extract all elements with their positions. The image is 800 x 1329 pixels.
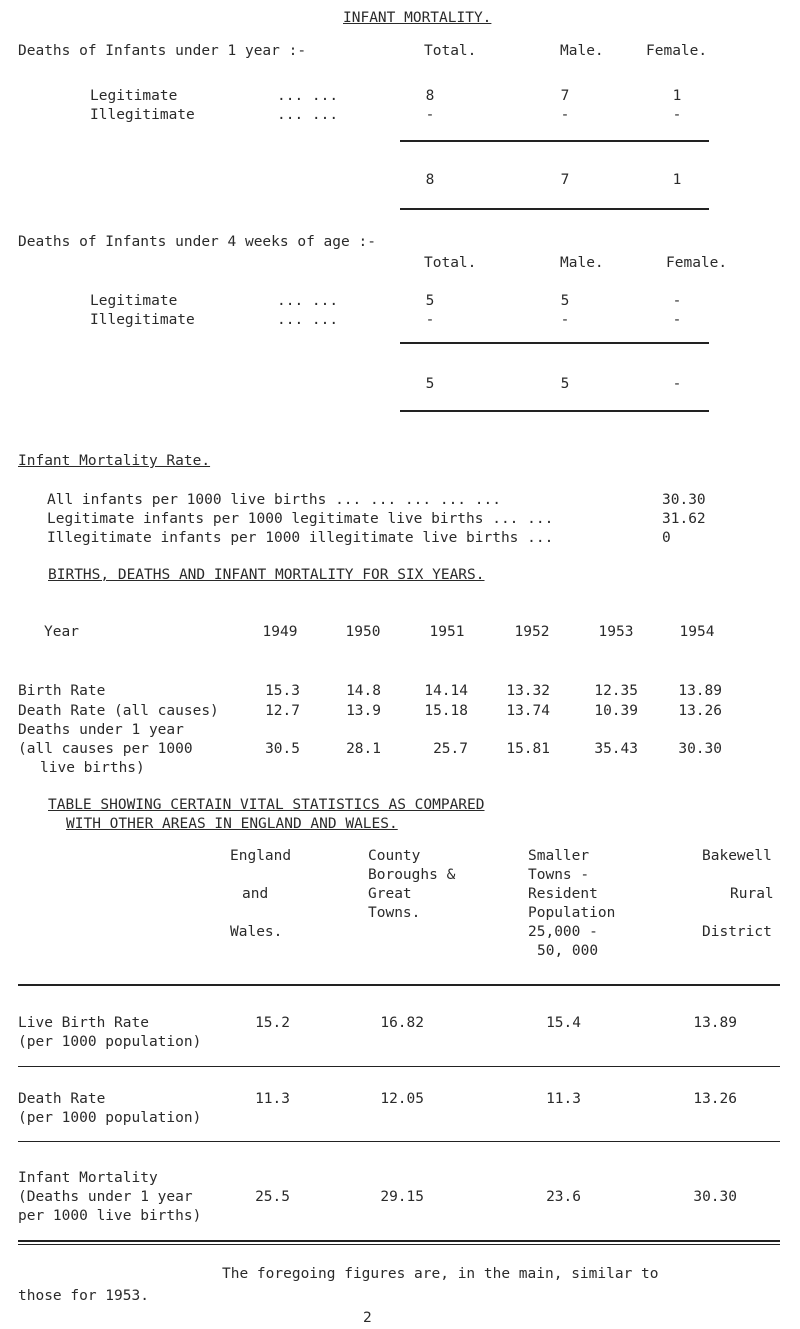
six-years-cell: 13.26 [678,703,722,719]
comparison-row-label: per 1000 live births) [18,1208,202,1224]
comparison-col-header: Population [528,905,616,921]
comparison-col-header: Towns - [528,867,590,883]
under1-row-male: - [560,107,570,123]
six-years-cell: 28.1 [346,741,381,757]
comparison-col-header: Bakewell [702,848,772,864]
six-years-col-year: 1952 [514,624,550,640]
under4w-row-label: Legitimate [90,293,178,309]
six-years-cell: 12.35 [594,683,638,699]
under4w-row-female: - [672,312,682,328]
under4w-row-total: 5 [425,293,435,309]
under1-row-total: 8 [425,88,435,104]
under4w-row-dots: ... ... [277,293,339,309]
comparison-rule [18,984,780,986]
comparison-cell: 16.82 [380,1015,424,1031]
comparison-cell: 12.05 [380,1091,424,1107]
footer-text: The foregoing figures are, in the main, similar to [222,1266,659,1282]
six-years-cell: 14.14 [424,683,468,699]
under1-col-male: Male. [560,43,604,59]
six-years-cell: 15.81 [506,741,550,757]
six-years-cell: 14.8 [346,683,381,699]
under1-rule-bottom [400,208,709,210]
under4w-rule-bottom [400,410,709,412]
under1-col-total: Total. [424,43,477,59]
under1-row-male: 7 [560,88,570,104]
comparison-rule [18,1244,780,1245]
under4w-row-total: - [425,312,435,328]
under1-col-female: Female. [646,43,708,59]
six-years-cell: 13.9 [346,703,381,719]
under4w-row-label: Illegitimate [90,312,195,328]
under4w-total-total: 5 [425,376,435,392]
six-years-cell: 13.89 [678,683,722,699]
comparison-heading: WITH OTHER AREAS IN ENGLAND AND WALES. [66,816,398,832]
under4w-total-male: 5 [560,376,570,392]
comparison-col-header: Resident [528,886,598,902]
six-years-heading: BIRTHS, DEATHS AND INFANT MORTALITY FOR SIX YEARS. [48,567,485,583]
under1-row-female: 1 [672,88,682,104]
comparison-col-header: Wales. [230,924,283,940]
under1-row-female: - [672,107,682,123]
under4w-heading: Deaths of Infants under 4 weeks of age :- [18,234,376,250]
comparison-rule [18,1066,780,1067]
comparison-cell: 11.3 [546,1091,581,1107]
under4w-rule-top [400,342,709,344]
comparison-cell: 13.26 [693,1091,737,1107]
six-years-col-year: 1950 [345,624,381,640]
six-years-col-year: 1954 [679,624,715,640]
under4w-col-female: Female. [666,255,728,271]
comparison-col-header: Great [368,886,412,902]
comparison-col-header: Rural [730,886,774,902]
imr-line-value: 31.62 [662,511,706,527]
comparison-col-header: Boroughs & [368,867,456,883]
comparison-col-header: County [368,848,421,864]
imr-line-text: Illegitimate infants per 1000 illegitimate live births ... [47,530,554,546]
comparison-row-label: Death Rate [18,1091,106,1107]
comparison-row-label: (per 1000 population) [18,1110,202,1126]
six-years-cell: 15.3 [265,683,300,699]
comparison-col-header: Towns. [368,905,421,921]
footer-text: those for 1953. [18,1288,149,1304]
six-years-cell: 30.30 [678,741,722,757]
page-number: 2 [363,1310,372,1326]
six-years-col-year: 1953 [598,624,634,640]
under4w-row-male: - [560,312,570,328]
six-years-row-label: Death Rate (all causes) [18,703,219,719]
under4w-total-female: - [672,376,682,392]
under1-row-total: - [425,107,435,123]
six-years-cell: 13.32 [506,683,550,699]
six-years-cell: 35.43 [594,741,638,757]
comparison-rule [18,1141,780,1142]
under1-row-dots: ... ... [277,88,339,104]
under1-total-total: 8 [425,172,435,188]
comparison-col-header: and [242,886,269,902]
six-years-cell: 30.5 [265,741,300,757]
imr-heading: Infant Mortality Rate. [18,453,211,469]
comparison-rule [18,1240,780,1242]
comparison-col-header: Smaller [528,848,590,864]
under1-row-label: Legitimate [90,88,178,104]
comparison-cell: 23.6 [546,1189,581,1205]
comparison-cell: 30.30 [693,1189,737,1205]
six-years-cell: 25.7 [433,741,468,757]
six-years-row-label: Deaths under 1 year [18,722,184,738]
comparison-col-header: 50, 000 [537,943,599,959]
under4w-row-female: - [672,293,682,309]
under1-rule-top [400,140,709,142]
imr-line-text: Legitimate infants per 1000 legitimate live births ... ... [47,511,554,527]
six-years-cell: 10.39 [594,703,638,719]
under4w-row-dots: ... ... [277,312,339,328]
comparison-cell: 11.3 [255,1091,290,1107]
comparison-col-header: 25,000 - [528,924,598,940]
under1-total-male: 7 [560,172,570,188]
six-years-cell: 15.18 [424,703,468,719]
imr-line-value: 30.30 [662,492,706,508]
six-years-year-label: Year [44,624,79,640]
page-title: INFANT MORTALITY. [343,10,492,26]
comparison-cell: 15.2 [255,1015,290,1031]
comparison-col-header: England [230,848,292,864]
under1-heading: Deaths of Infants under 1 year :- [18,43,307,59]
comparison-cell: 29.15 [380,1189,424,1205]
six-years-row-label: (all causes per 1000 [18,741,193,757]
comparison-cell: 25.5 [255,1189,290,1205]
comparison-row-label: Live Birth Rate [18,1015,149,1031]
under1-row-label: Illegitimate [90,107,195,123]
under1-row-dots: ... ... [277,107,339,123]
imr-line-text: All infants per 1000 live births ... ... ... ... ... [47,492,501,508]
comparison-row-label: (Deaths under 1 year [18,1189,193,1205]
six-years-row-label: live births) [40,760,145,776]
comparison-cell: 13.89 [693,1015,737,1031]
under1-total-female: 1 [672,172,682,188]
comparison-col-header: District [702,924,772,940]
six-years-col-year: 1951 [429,624,465,640]
six-years-col-year: 1949 [262,624,298,640]
comparison-cell: 15.4 [546,1015,581,1031]
six-years-row-label: Birth Rate [18,683,106,699]
comparison-row-label: Infant Mortality [18,1170,158,1186]
comparison-row-label: (per 1000 population) [18,1034,202,1050]
under4w-col-male: Male. [560,255,604,271]
six-years-cell: 13.74 [506,703,550,719]
comparison-heading: TABLE SHOWING CERTAIN VITAL STATISTICS AS COMPARED [48,797,485,813]
six-years-cell: 12.7 [265,703,300,719]
under4w-col-total: Total. [424,255,477,271]
under4w-row-male: 5 [560,293,570,309]
imr-line-value: 0 [662,530,671,546]
